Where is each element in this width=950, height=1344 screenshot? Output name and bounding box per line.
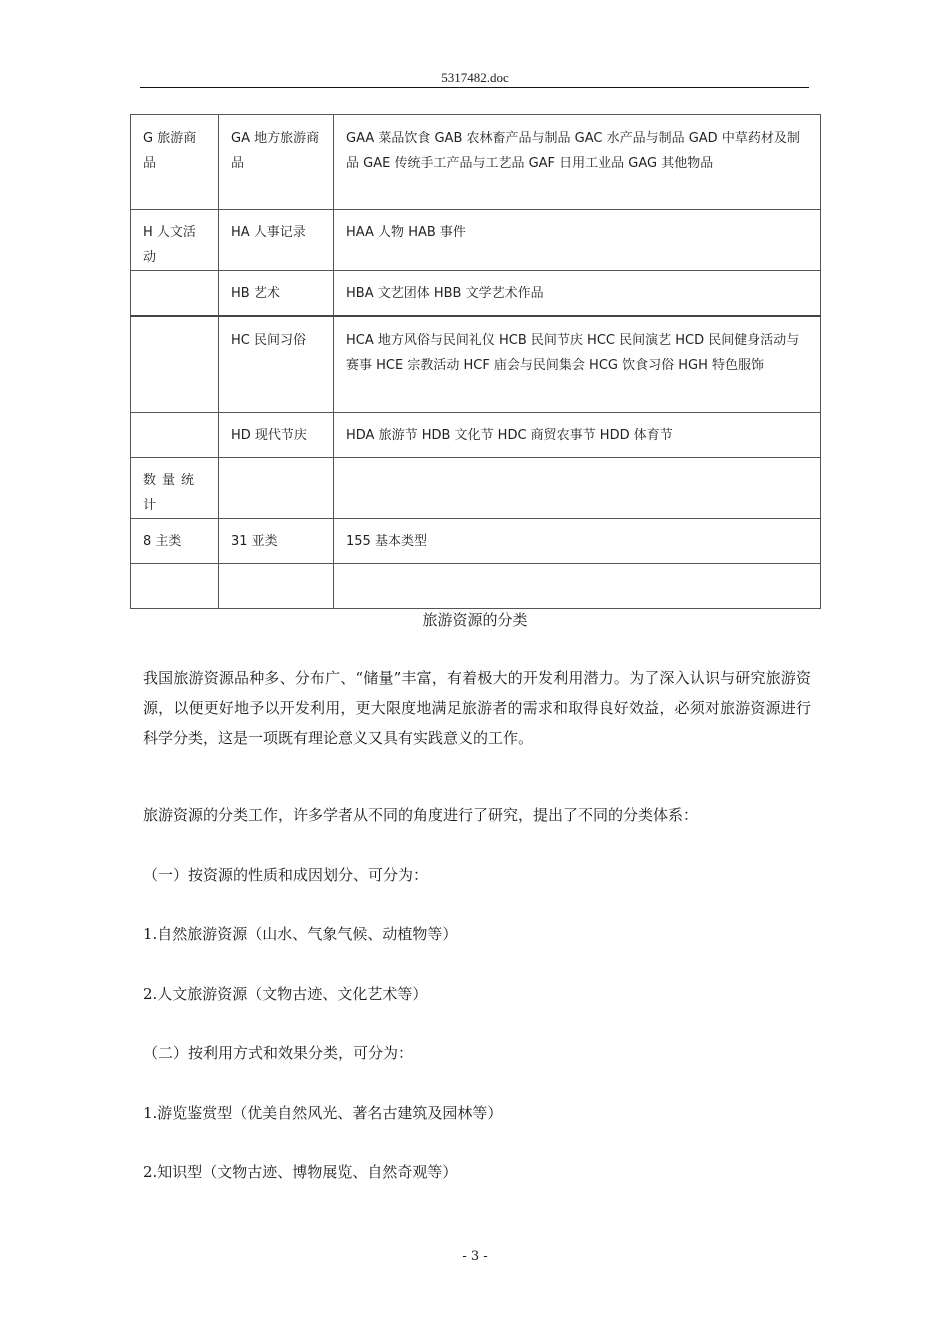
main-category-cell [131,271,219,316]
basic-type-count-cell: 155 基本类型 [334,519,821,564]
basic-types-cell: HBA 文艺团体 HBB 文学艺术作品 [334,271,821,316]
basic-types-cell [334,458,821,519]
main-category-cell: H 人文活动 [131,210,219,271]
basic-types-cell: HCA 地方风俗与民间礼仪 HCB 民间节庆 HCC 民间演艺 HCD 民间健身活动与赛事 HCE 宗教活动 HCF 庙会与民间集会 HCG 饮食习俗 HGH 特色服饰 [334,316,821,413]
header-rule [140,87,809,88]
main-category-count-cell: 8 主类 [131,519,219,564]
list-item: 1.游览鉴赏型（优美自然风光、著名古建筑及园林等） [143,1104,503,1122]
table-row [131,519,821,564]
table-row [131,564,821,609]
table-row [131,210,821,271]
subheading-by-nature: （一）按资源的性质和成因划分、可分为： [143,866,429,884]
document-filename: 5317482.doc [441,70,509,85]
basic-types-cell: HAA 人物 HAB 事件 [334,210,821,271]
list-item: 2.知识型（文物古迹、博物展览、自然奇观等） [143,1163,458,1181]
table-row [131,316,821,413]
sub-category-cell: HC 民间习俗 [219,316,334,413]
table-row [131,458,821,519]
main-category-cell [131,413,219,458]
main-category-cell [131,316,219,413]
main-category-cell: G 旅游商品 [131,115,219,210]
table-row [131,413,821,458]
sub-category-cell: GA 地方旅游商品 [219,115,334,210]
list-item: 1.自然旅游资源（山水、气象气候、动植物等） [143,925,458,943]
statistics-label-cell: 数量统计 [131,458,219,519]
basic-types-cell: GAA 菜品饮食 GAB 农林畜产品与制品 GAC 水产品与制品 GAD 中草药材及制品 GAE 传统手工产品与工艺品 GAF 日用工业品 GAG 其他物品 [334,115,821,210]
empty-cell [219,564,334,609]
subheading-by-usage: （二）按利用方式和效果分类，可分为： [143,1044,414,1062]
intro-paragraph: 我国旅游资源品种多、分布广、“储量”丰富，有着极大的开发利用潜力。为了深入认识与研究旅游资源，以便更好地予以开发利用，更大限度地满足旅游者的需求和取得良好效益，必须对旅游资源进行科学分类，这是一项既有理论意义又具有实践意义的工作。 [143,669,811,747]
table-row [131,115,821,210]
classification-table [130,114,821,609]
page-number: - 3 - [462,1249,488,1264]
sub-category-cell: HA 人事记录 [219,210,334,271]
basic-types-cell: HDA 旅游节 HDB 文化节 HDC 商贸农事节 HDD 体育节 [334,413,821,458]
sub-category-cell: HB 艺术 [219,271,334,316]
empty-cell [131,564,219,609]
sub-category-cell: HD 现代节庆 [219,413,334,458]
sub-category-cell [219,458,334,519]
empty-cell [334,564,821,609]
classification-paragraph: 旅游资源的分类工作，许多学者从不同的角度进行了研究，提出了不同的分类体系： [143,806,699,824]
table-row [131,271,821,316]
section-title: 旅游资源的分类 [422,611,528,629]
sub-category-count-cell: 31 亚类 [219,519,334,564]
list-item: 2.人文旅游资源（文物古迹、文化艺术等） [143,985,428,1003]
